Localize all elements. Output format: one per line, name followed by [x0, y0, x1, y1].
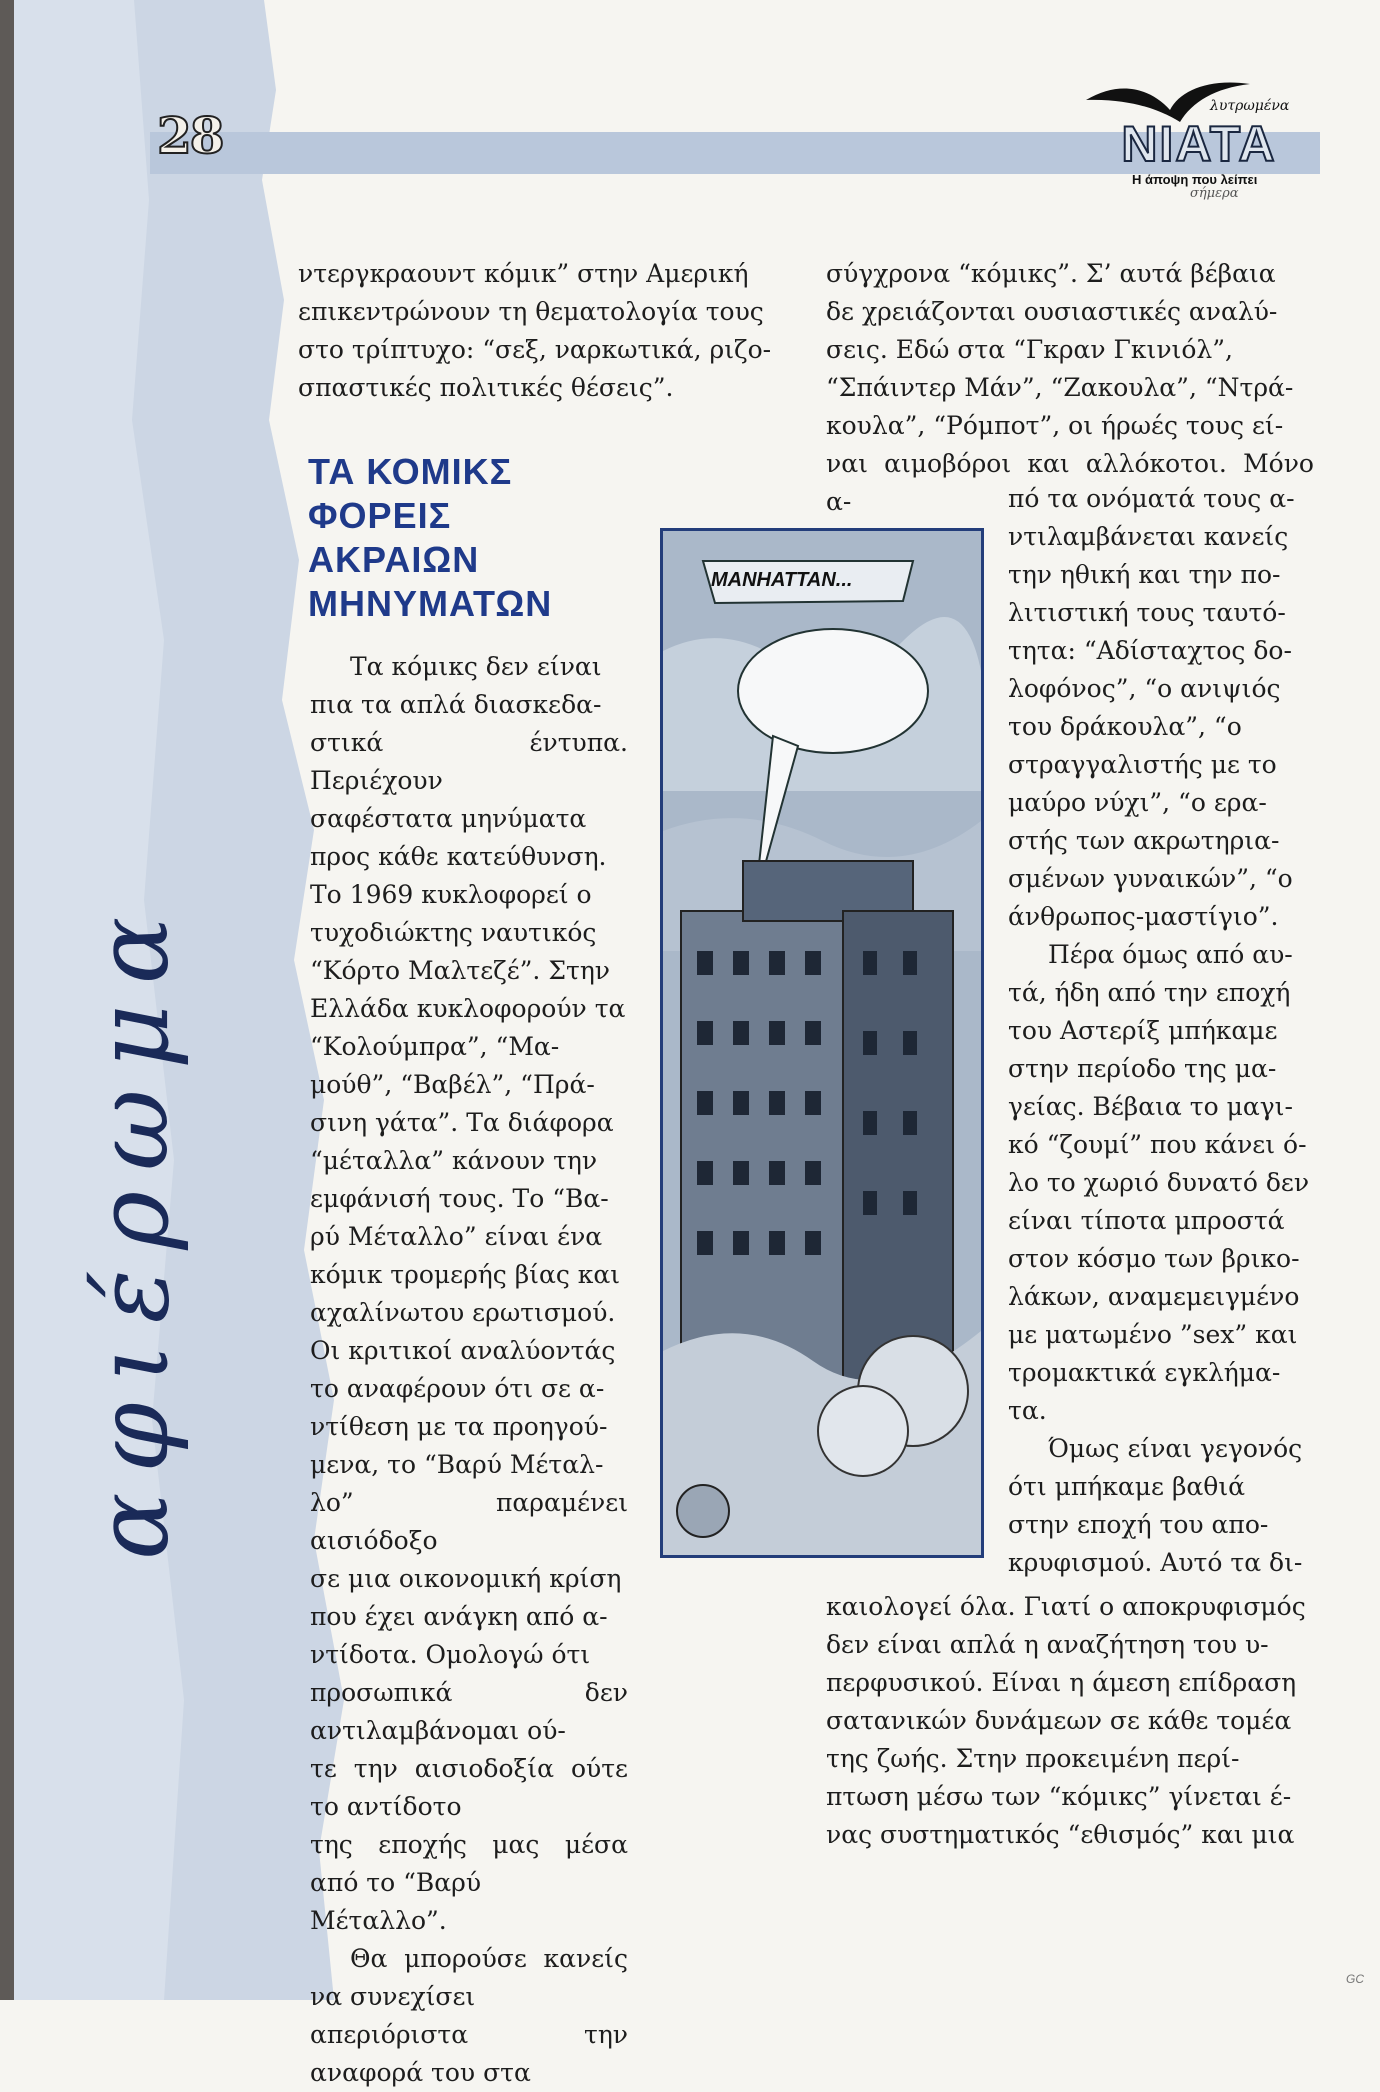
- text-line: ντιλαμβάνεται κανείς: [1008, 522, 1289, 551]
- text-line: Μέταλλο”.: [310, 1906, 447, 1935]
- logo-subtitle: Η άποψη που λείπει: [1132, 172, 1258, 187]
- text-line: τα.: [1008, 1396, 1047, 1425]
- text-line: της ζωής. Στην προκειμένη περί-: [826, 1744, 1240, 1773]
- comic-caption: MANHATTAN...: [711, 569, 853, 591]
- text-line: Οι κριτικοί αναλύοντάς: [310, 1336, 616, 1365]
- text-line: σμένων γυναικών”, “ο: [1008, 864, 1293, 893]
- text-line: τρομακτικά εγκλήμα-: [1008, 1358, 1281, 1387]
- text-line: πια τα απλά διασκεδα-: [310, 690, 602, 719]
- comic-panel-art: [663, 531, 981, 1555]
- text-line: Πέρα όμως από αυ-: [1048, 940, 1293, 969]
- text-line: λοφόνος”, “ο ανιψιός: [1008, 674, 1281, 703]
- text-line: ναι αιμοβόροι και αλλόκοτοι. Μόνο α-: [826, 449, 1314, 516]
- text-line: γείας. Βέβαια το μαγι-: [1008, 1092, 1293, 1121]
- comic-illustration: [660, 528, 984, 1558]
- text-line: στην εποχή του απο-: [1008, 1510, 1269, 1539]
- text-line: λάκων, αναμεμειγμένο: [1008, 1282, 1300, 1311]
- text-line: πό τα ονόματά τους α-: [1008, 484, 1295, 513]
- text-line: απεριόριστα την αναφορά του στα: [310, 2020, 628, 2087]
- text-line: την ηθική και την πο-: [1008, 560, 1281, 589]
- column-2-body: [1008, 480, 1314, 1582]
- text-line: με ματωμένο ”sex” και: [1008, 1320, 1298, 1349]
- headline-line: ΦΟΡΕΙΣ: [308, 495, 452, 536]
- text-line: Θα μπορούσε κανείς να συνεχίσει: [310, 1944, 628, 2011]
- text-line: στικά έντυπα. Περιέχουν: [310, 728, 628, 795]
- text-line: “Σπάιντερ Μάν”, “Ζακουλα”, “Ντρά-: [826, 373, 1294, 402]
- article-headline: [308, 450, 628, 626]
- column-1-body: [310, 648, 628, 2092]
- text-line: της εποχής μας μέσα από το “Βαρύ: [310, 1830, 628, 1897]
- text-line: “Κόρτο Μαλτεζέ”. Στην: [310, 956, 610, 985]
- logo-title: NIATA: [1121, 116, 1277, 172]
- text-line: σεις. Εδώ στα “Γκραν Γκινιόλ”,: [826, 335, 1233, 364]
- page-binding-edge: [0, 0, 14, 2000]
- text-line: μενα, το “Βαρύ Μέταλ-: [310, 1450, 604, 1479]
- text-line: αχαλίνωτου ερωτισμού.: [310, 1298, 616, 1327]
- headline-line: ΤΑ ΚΟΜΙΚΣ: [308, 451, 513, 492]
- text-line: τά, ήδη από την εποχή: [1008, 978, 1291, 1007]
- text-line: ρύ Μέταλλο” είναι ένα: [310, 1222, 603, 1251]
- text-line: “μέταλλα” κάνουν την: [310, 1146, 598, 1175]
- text-line: Όμως είναι γεγονός: [1048, 1434, 1303, 1463]
- text-line: του δράκουλα”, “ο: [1008, 712, 1242, 741]
- text-line: σύγχρονα “κόμικς”. Σ’ αυτά βέβαια: [826, 259, 1276, 288]
- text-line: επικεντρώνουν τη θεματολογία τους: [298, 297, 764, 326]
- text-line: στο τρίπτυχο: “σεξ, ναρκωτικά, ριζο-: [298, 335, 772, 364]
- text-line: προς κάθε κατεύθυνση.: [310, 842, 607, 871]
- column-2-bottom: [826, 1588, 1314, 1854]
- text-line: Τα κόμικς δεν είναι: [350, 652, 602, 681]
- text-line: δε χρειάζονται ουσιαστικές αναλύ-: [826, 297, 1278, 326]
- text-line: κρυφισμού. Αυτό τα δι-: [1008, 1548, 1303, 1577]
- text-line: του Αστερίξ μπήκαμε: [1008, 1016, 1278, 1045]
- text-line: περφυσικού. Είναι η άμεση επίδραση: [826, 1668, 1297, 1697]
- text-line: τητα: “Αδίσταχτος δο-: [1008, 636, 1292, 665]
- text-line: τε την αισιοδοξία ούτε το αντίδοτο: [310, 1754, 628, 1821]
- text-line: κουλα”, “Ρόμποτ”, οι ήρωές τους εί-: [826, 411, 1284, 440]
- text-line: Το 1969 κυκλοφορεί ο: [310, 880, 592, 909]
- text-line: λιτιστική τους ταυτό-: [1008, 598, 1286, 627]
- text-line: ότι μπήκαμε βαθιά: [1008, 1472, 1246, 1501]
- text-line: που έχει ανάγκη από α-: [310, 1602, 608, 1631]
- text-line: σε μια οικονομική κρίση: [310, 1564, 622, 1593]
- text-line: προσωπικά δεν αντιλαμβάνομαι ού-: [310, 1678, 628, 1745]
- section-label-vertical: [78, 1450, 188, 1560]
- text-line: πτωση μέσω των “κόμικς” γίνεται έ-: [826, 1782, 1292, 1811]
- text-line: καιολογεί όλα. Γιατί ο αποκρυφισμός: [826, 1592, 1306, 1621]
- text-line: άνθρωπος-μαστίγιο”.: [1008, 902, 1279, 931]
- text-line: στραγγαλιστής με το: [1008, 750, 1277, 779]
- text-line: σινη γάτα”. Τα διάφορα: [310, 1108, 614, 1137]
- text-line: στον κόσμο των βρικο-: [1008, 1244, 1300, 1273]
- text-line: νας συστηματικός “εθισμός” και μια: [826, 1820, 1295, 1849]
- text-line: μούθ”, “Βαβέλ”, “Πρά-: [310, 1070, 595, 1099]
- column-1-intro: [298, 255, 798, 407]
- text-line: εμφάνισή τους. Το “Βα-: [310, 1184, 609, 1213]
- text-line: ντίδοτα. Ομολογώ ότι: [310, 1640, 591, 1669]
- headline-line: ΑΚΡΑΙΩΝ: [308, 539, 480, 580]
- text-line: κόμικ τρομερής βίας και: [310, 1260, 621, 1289]
- text-line: στής των ακρωτηρια-: [1008, 826, 1280, 855]
- magazine-logo: [1080, 70, 1320, 200]
- text-line: τυχοδιώκτης ναυτικός: [310, 918, 597, 947]
- text-line: μαύρο νύχι”, “ο ερα-: [1008, 788, 1267, 817]
- page-number: 28: [157, 106, 223, 165]
- text-line: Ελλάδα κυκλοφορούν τα: [310, 994, 626, 1023]
- headline-line: ΜΗΝΥΜΑΤΩΝ: [308, 583, 553, 624]
- text-line: δεν είναι απλά η αναζήτηση του υ-: [826, 1630, 1269, 1659]
- text-line: κό “ζουμί” που κάνει ό-: [1008, 1130, 1307, 1159]
- text-line: λο” παραμένει αισιόδοξο: [310, 1488, 628, 1555]
- text-line: “Κολούμπρα”, “Μα-: [310, 1032, 560, 1061]
- text-line: σατανικών δυνάμεων σε κάθε τομέα: [826, 1706, 1292, 1735]
- footer-mark: GC: [1346, 1972, 1364, 1986]
- logo-bottom-word: σήμερα: [1190, 186, 1239, 201]
- text-line: λο το χωριό δυνατό δεν: [1008, 1168, 1310, 1197]
- text-line: σαφέστατα μηνύματα: [310, 804, 587, 833]
- text-line: ντίθεση με τα προηγού-: [310, 1412, 608, 1441]
- text-line: στην περίοδο της μα-: [1008, 1054, 1277, 1083]
- logo-top-word: λυτρωμένα: [1210, 98, 1290, 114]
- text-line: σπαστικές πολιτικές θέσεις”.: [298, 373, 674, 402]
- text-line: ντεργκραουντ κόμικ” στην Αμερική: [298, 259, 749, 288]
- text-line: είναι τίποτα μπροστά: [1008, 1206, 1285, 1235]
- text-line: το αναφέρουν ότι σε α-: [310, 1374, 605, 1403]
